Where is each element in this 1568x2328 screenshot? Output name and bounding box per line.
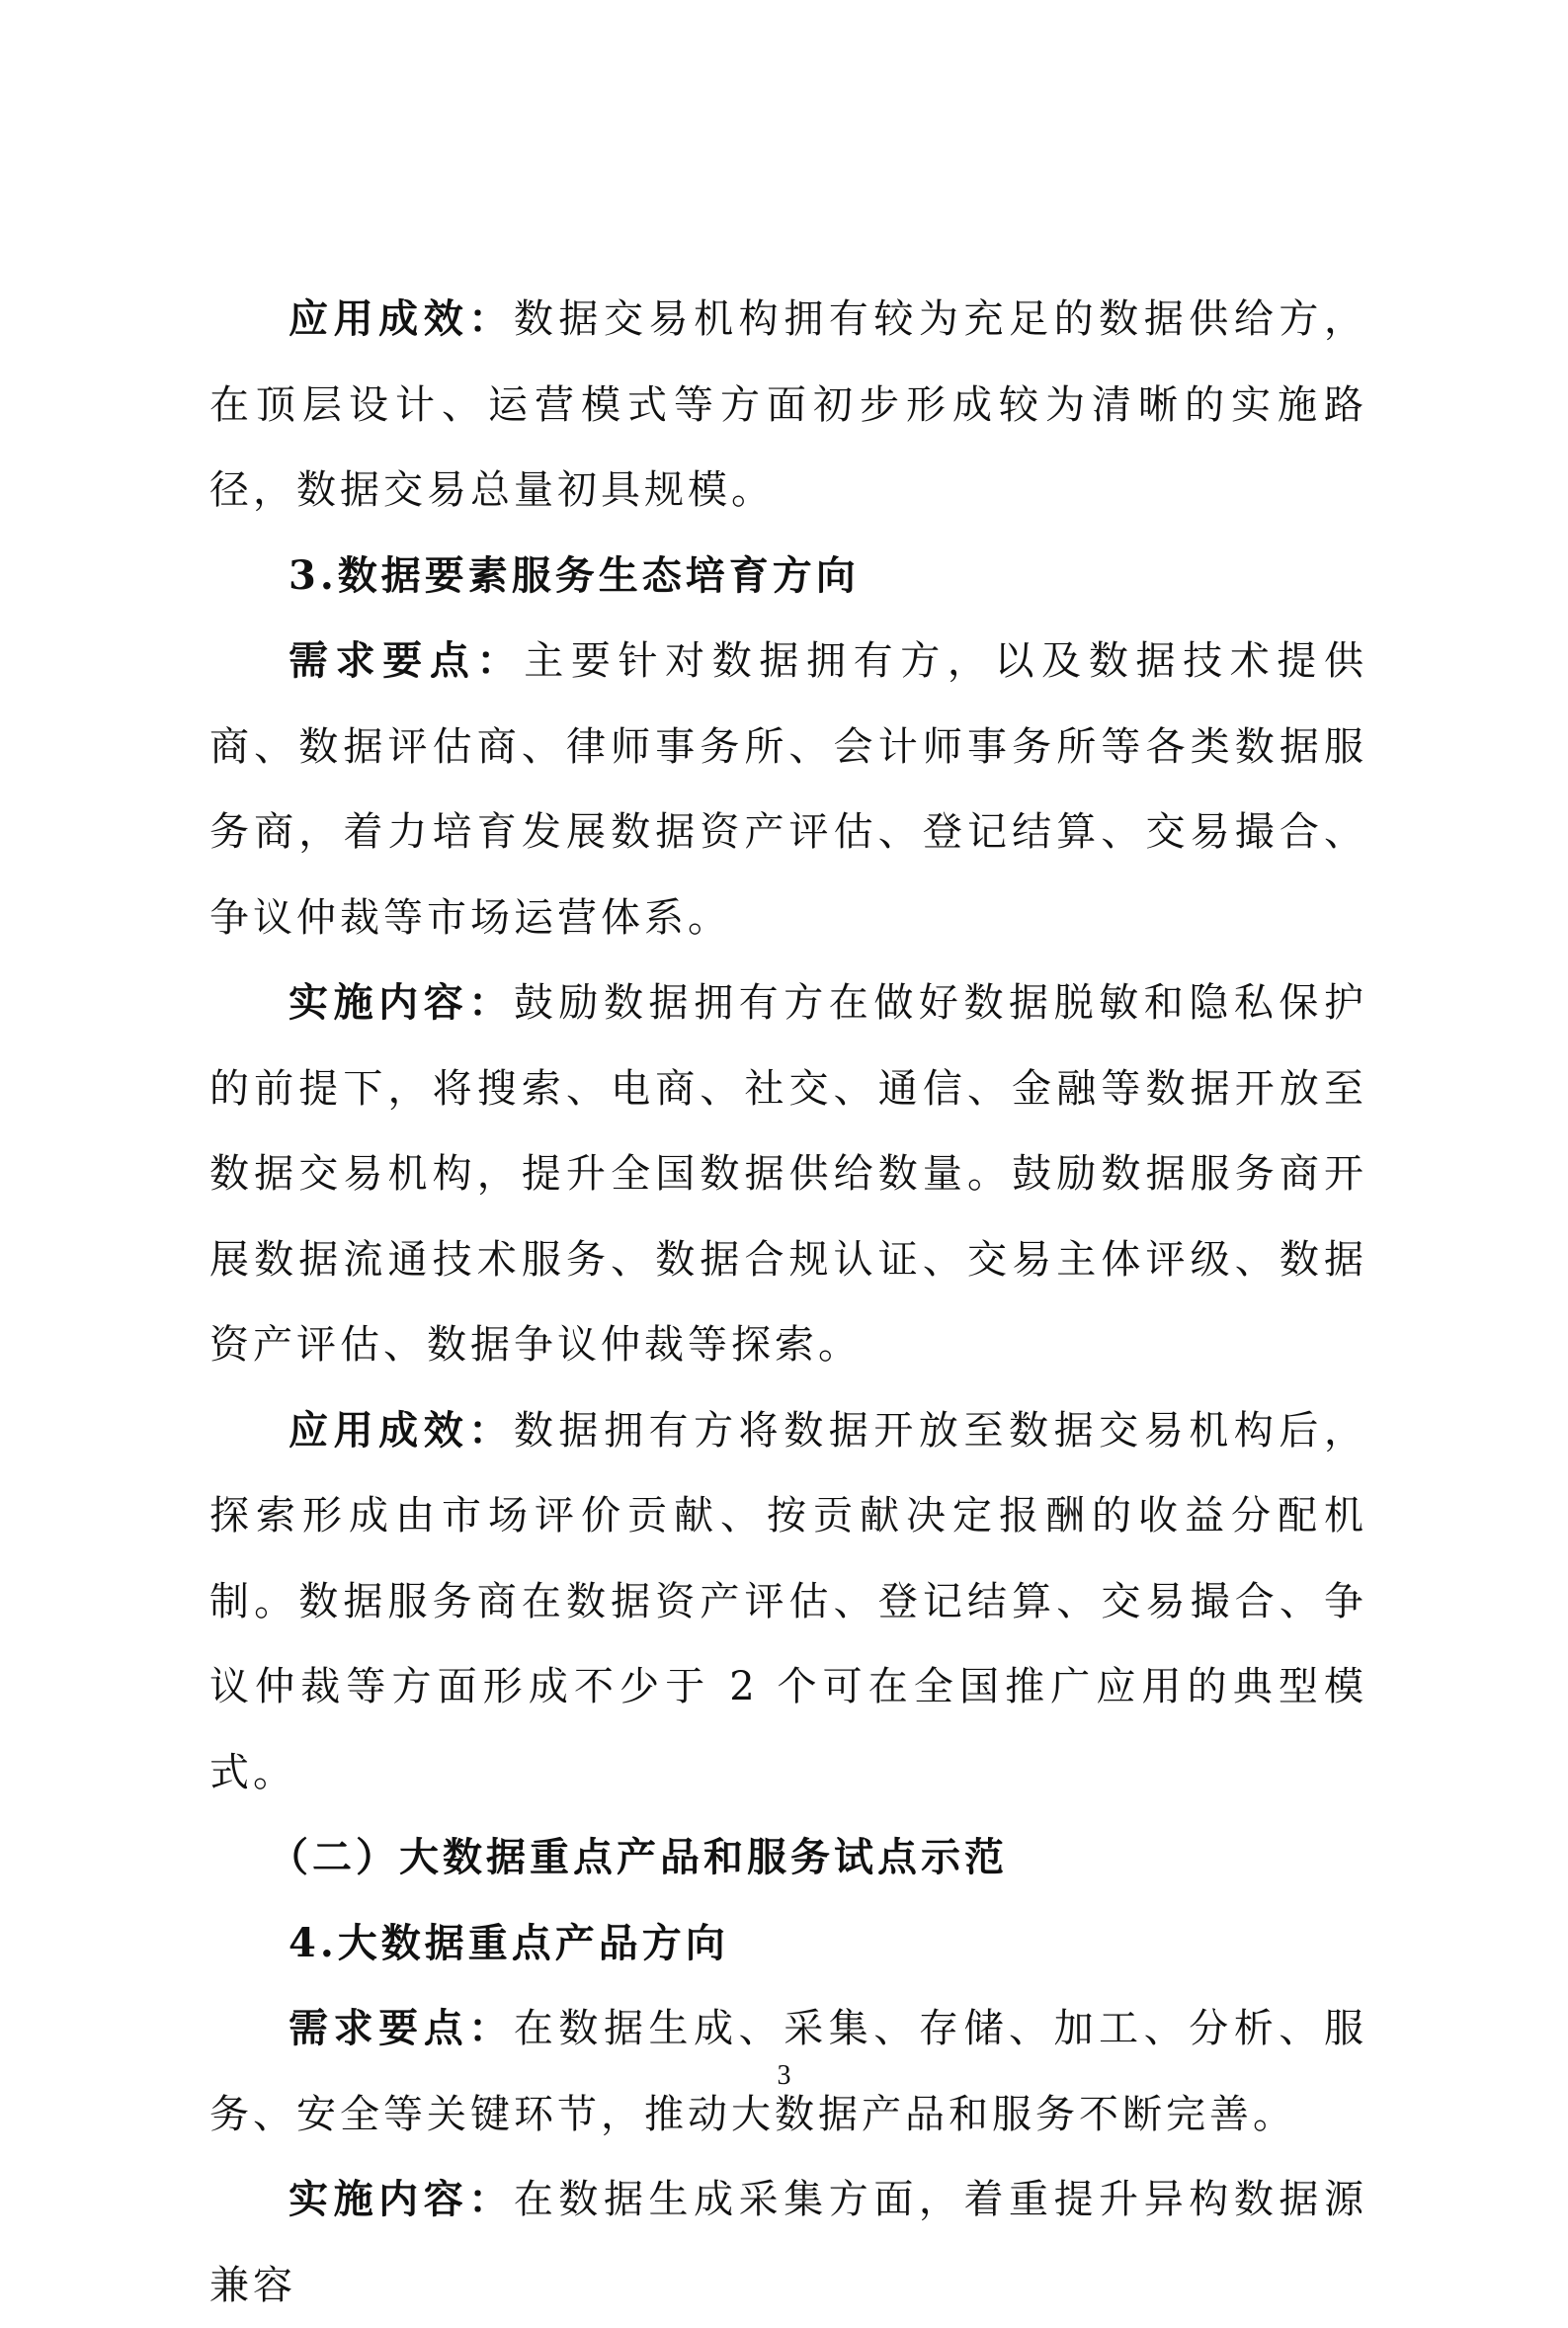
paragraph-text: 鼓励数据拥有方在做好数据脱敏和隐私保护的前提下，将搜索、电商、社交、通信、金融等数据开放至数据交易机构，提升全国数据供给数量。鼓励数据服务商开展数据流通技术服务、数据合规认证、交易主体评级、数据资产评估、数据争议仲裁等探索。 [209, 980, 1368, 1368]
paragraph-text: 主要针对数据拥有方，以及数据技术提供商、数据评估商、律师事务所、会计师事务所等各类数据服务商，着力培育发展数据资产评估、登记结算、交易撮合、争议仲裁等市场运营体系。 [209, 638, 1368, 941]
paragraph-lead: 实施内容： [289, 979, 514, 1026]
page-number: 3 [777, 2060, 791, 2091]
paragraph-implementation-3 [209, 960, 1367, 1388]
paragraph-text: 在数据生成采集方面，着重提升异构数据源兼容 [209, 2177, 1368, 2308]
paragraph-lead: 应用成效： [289, 295, 514, 342]
paragraph-application-effect-3 [209, 1388, 1367, 1816]
document-body [209, 277, 1367, 2328]
paragraph-lead: 需求要点： [289, 2005, 514, 2051]
paragraph-text: 数据交易机构拥有较为充足的数据供给方，在顶层设计、运营模式等方面初步形成较为清晰的实施路径，数据交易总量初具规模。 [209, 296, 1368, 513]
paragraph-text: 在数据生成、采集、存储、加工、分析、服务、安全等关键环节，推动大数据产品和服务不断完善。 [209, 2006, 1368, 2137]
item-heading-3: 3.数据要素服务生态培育方向 [289, 551, 860, 599]
item-heading-4: 4.大数据重点产品方向 [289, 1919, 729, 1966]
section-heading-2: （二）大数据重点产品和服务试点示范 [269, 1834, 1008, 1880]
paragraph-implementation-4 [209, 2157, 1367, 2328]
paragraph-text: 数据拥有方将数据开放至数据交易机构后，探索形成由市场评价贡献、按贡献决定报酬的收益分配机制。数据服务商在数据资产评估、登记结算、交易撮合、争议仲裁等方面形成不少于 2 个可在全国推广应用的典型模式。 [209, 1407, 1368, 1795]
paragraph-lead: 需求要点： [289, 637, 525, 684]
paragraph-application-effect-1 [209, 277, 1367, 534]
paragraph-lead: 实施内容： [289, 2176, 514, 2222]
paragraph-requirements-3 [209, 619, 1367, 960]
paragraph-lead: 应用成效： [289, 1406, 514, 1454]
